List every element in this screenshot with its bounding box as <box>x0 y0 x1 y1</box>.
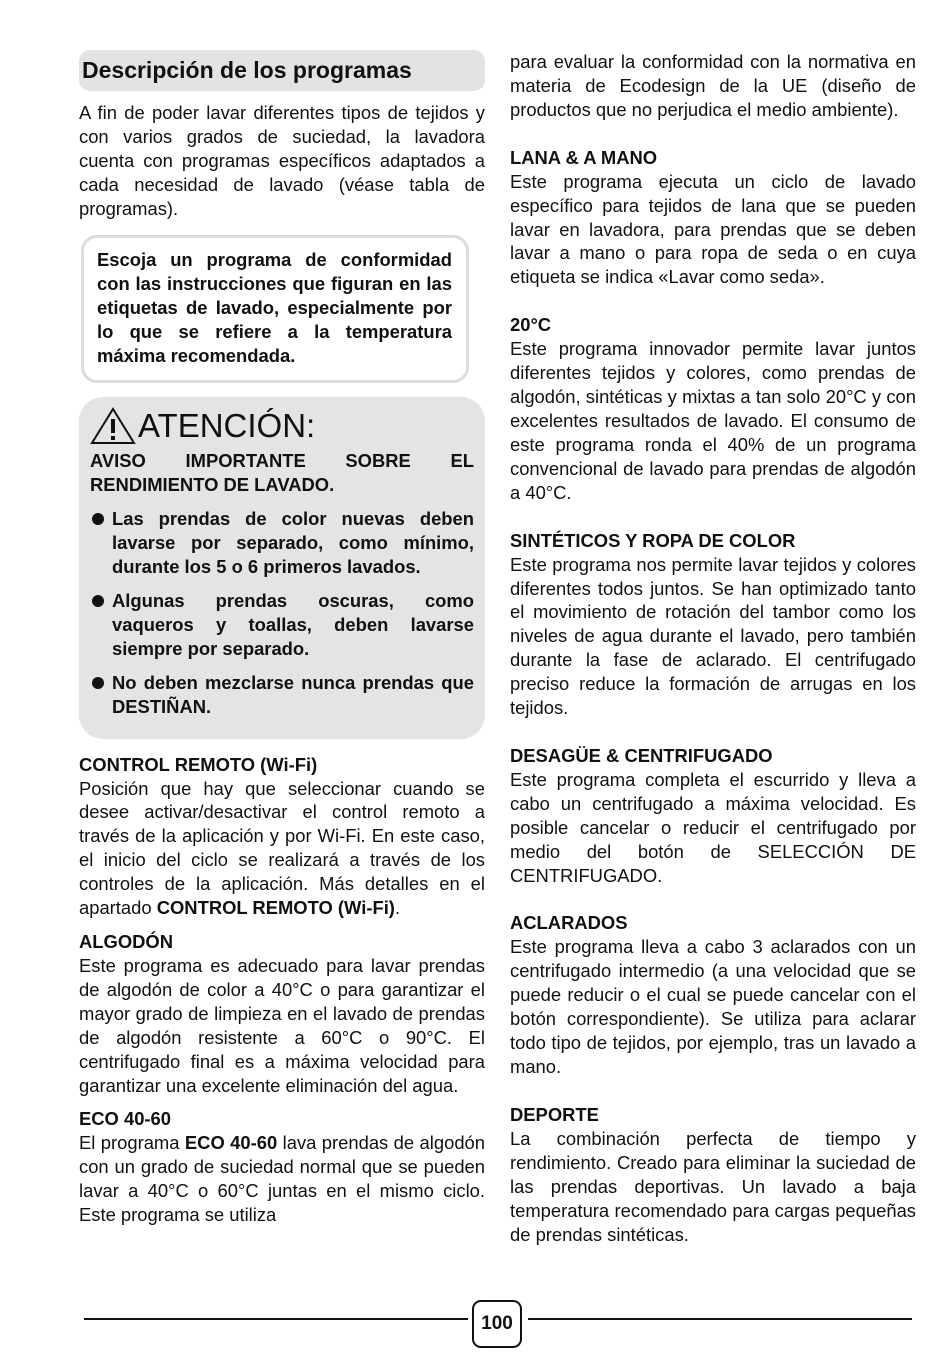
synth-heading: SINTÉTICOS Y ROPA DE COLOR <box>510 529 796 551</box>
cotton-text: Este programa es adecuado para lavar prendas de algodón de color a 40°C o para garantizar el mayor grado de limpieza en el lavado de prendas de algodón resistente a 60°C o 90°C. El centrifugado final es a máxima velocidad para garantizar una excelente eliminación del agua. <box>79 954 485 1096</box>
remote-heading: CONTROL REMOTO (Wi-Fi) <box>79 753 318 775</box>
t20-text: Este programa innovador permite lavar juntos diferentes tejidos y colores, como prendas de algodón, sintéticas y mixtas a tan solo 20°C y con excelentes resultados de lavado. El consumo de este programa ronda el 40% de un programa convencional de lavado para prendas de algodón a 40°C. <box>510 338 916 503</box>
remote-text-end: . <box>394 897 401 919</box>
remote-text <box>79 777 485 920</box>
remote-text-bold: CONTROL REMOTO (Wi-Fi) <box>156 897 395 919</box>
warning-subtitle: AVISO IMPORTANTE SOBRE EL RENDIMIENTO DE LAVADO. <box>90 449 474 495</box>
notice-text: Escoja un programa de conformidad con las instrucciones que figuran en las etiquetas de lavado, especialmente por lo que se refiere a la temperatura máxima recomendada. <box>97 248 452 366</box>
left-column <box>79 50 485 1227</box>
notice-box <box>81 235 469 383</box>
warning-box <box>79 397 485 739</box>
drain-heading: DESAGÜE & CENTRIFUGADO <box>510 744 773 766</box>
intro-paragraph: A fin de poder lavar diferentes tipos de tejidos y con varios grados de suciedad, la lavadora cuenta con programas específicos adaptados a cada necesidad de lavado (véase tabla de programas). <box>79 102 485 219</box>
bullet-icon <box>92 513 104 525</box>
warning-bullet <box>90 507 474 579</box>
rinse-text: Este programa lleva a cabo 3 aclarados con un centrifugado intermedio (a una velocidad que se puede reducir o el cual se puede cancelar con el botón correspondiente). Se utiliza para aclarar todo tipo de tejidos, por ejemplo, tras un lavado a mano. <box>510 936 916 1077</box>
eco-text-bold: ECO 40-60 <box>184 1132 278 1154</box>
warning-title-text: ATENCIÓN: <box>138 406 316 444</box>
warning-bullet <box>90 671 474 719</box>
eco-continuation: para evaluar la conformidad con la normativa en materia de Ecodesign de la UE (diseño de productos que no perjudica el medio ambiente). <box>510 51 916 120</box>
synth-text: Este programa nos permite lavar tejidos y colores diferentes todos juntos. Se han optimizado tanto el movimiento de rotación del tambor como los niveles de agua durante el lavado, pero también durante la fase de aclarado. El centrifugado preciso reduce la formación de arrugas en los tejidos. <box>510 553 916 719</box>
cotton-heading: ALGODÓN <box>79 930 173 952</box>
footer-rule-right <box>528 1318 912 1320</box>
wool-text: Este programa ejecuta un ciclo de lavado específico para tejidos de lana que se pueden lavar en lavadora, para prendas que se deben lavar a mano o para ropa de seda o en cuya etiqueta se indica «Lavar como seda». <box>510 170 916 288</box>
t20-heading: 20°C <box>510 314 552 336</box>
bullet-icon <box>92 595 104 607</box>
bullet-icon <box>92 677 104 689</box>
bullet-text: Las prendas de color nuevas deben lavarse por separado, como mínimo, durante los 5 o 6 primeros lavados. <box>112 507 474 577</box>
eco-text-pre: El programa <box>79 1132 185 1154</box>
wool-heading: LANA & A MANO <box>510 146 658 168</box>
drain-text: Este programa completa el escurrido y lleva a cabo un centrifugado a máxima velocidad. Es posible cancelar o reducir el centrifugado por medio del botón de SELECCIÓN DE CENTRIFUGADO. <box>510 768 916 886</box>
warning-icon <box>90 407 136 445</box>
footer-rule-left <box>84 1318 468 1320</box>
eco-text-post: lava prendas de algodón con un grado de suciedad normal que se pueden lavar a 40°C o 60°C juntas en el mismo ciclo. Este programa se utiliza <box>79 1132 486 1226</box>
remote-text-body: Posición que hay que seleccionar cuando se desee activar/desactivar el control remoto a través de la aplicación y por Wi-Fi. En este caso, el inicio del ciclo se realizará a través de los controles de la aplicación. Más detalles en el apartado <box>79 777 485 919</box>
eco-text <box>79 1131 485 1227</box>
sport-text: La combinación perfecta de tiempo y rendimiento. Creado para eliminar la suciedad de las prendas deportivas. Un lavado a baja temperatura recomendado para cargas pequeñas de prendas sintéticas. <box>510 1127 916 1245</box>
warning-bullet <box>90 589 474 661</box>
right-column <box>510 50 916 1246</box>
page-number: 100 <box>472 1300 522 1348</box>
bullet-text: Algunas prendas oscuras, como vaqueros y toallas, deben lavarse siempre por separado. <box>112 589 474 659</box>
eco-heading: ECO 40-60 <box>79 1108 171 1130</box>
section-title: Descripción de los programas <box>79 50 485 91</box>
sport-heading: DEPORTE <box>510 1103 599 1125</box>
rinse-heading: ACLARADOS <box>510 912 628 934</box>
warning-title <box>90 407 474 445</box>
bullet-text: No deben mezclarse nunca prendas que DESTIÑAN. <box>112 671 474 717</box>
